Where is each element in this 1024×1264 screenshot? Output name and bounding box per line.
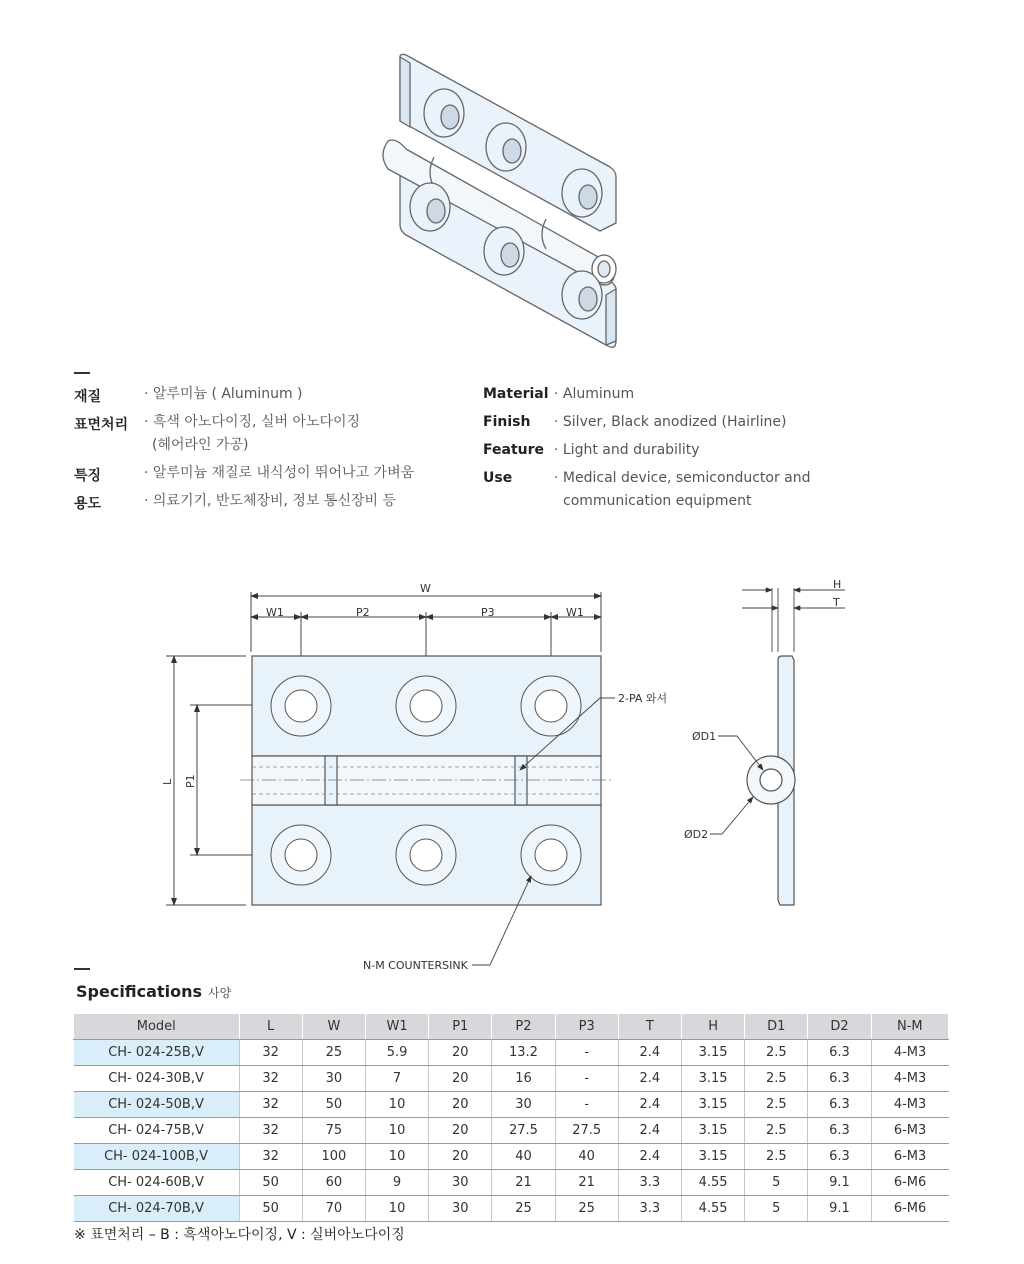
- table-cell: 6.3: [808, 1066, 871, 1092]
- table-cell: 2.5: [745, 1118, 808, 1144]
- table-cell: 3.15: [681, 1118, 744, 1144]
- callout-countersink-label: N-M COUNTERSINK: [363, 959, 468, 972]
- table-cell: 30: [429, 1196, 492, 1222]
- label-feature-en: Feature: [483, 442, 544, 458]
- column-header: H: [681, 1014, 744, 1040]
- label-finish-en: Finish: [483, 414, 531, 430]
- column-header: P2: [492, 1014, 555, 1040]
- table-header-row: [74, 1014, 949, 1040]
- value-use-en-line2: communication equipment: [563, 493, 752, 509]
- table-cell: 6-M3: [871, 1144, 948, 1170]
- model-cell: CH- 024-50B,V: [74, 1092, 240, 1118]
- table-cell: 20: [429, 1040, 492, 1066]
- model-cell: CH- 024-60B,V: [74, 1170, 240, 1196]
- table-cell: 32: [239, 1118, 302, 1144]
- table-row: [74, 1040, 949, 1066]
- table-cell: 32: [239, 1040, 302, 1066]
- table-cell: 2.5: [745, 1092, 808, 1118]
- table-cell: 25: [302, 1040, 365, 1066]
- table-cell: 10: [365, 1118, 428, 1144]
- column-header: N-M: [871, 1014, 948, 1040]
- table-cell: 20: [429, 1144, 492, 1170]
- table-cell: 9.1: [808, 1170, 871, 1196]
- model-cell: CH- 024-70B,V: [74, 1196, 240, 1222]
- table-cell: 3.3: [618, 1196, 681, 1222]
- table-cell: 21: [492, 1170, 555, 1196]
- table-cell: 6.3: [808, 1092, 871, 1118]
- table-cell: 3.15: [681, 1092, 744, 1118]
- table-cell: 25: [555, 1196, 618, 1222]
- value-material-ko: · 알루미늄 ( Aluminum ): [144, 386, 303, 402]
- side-t-label: T: [833, 596, 840, 609]
- table-cell: 6-M6: [871, 1196, 948, 1222]
- table-cell: 10: [365, 1092, 428, 1118]
- value-finish-ko: · 흑색 아노다이징, 실버 아노다이징: [144, 414, 361, 430]
- table-cell: 2.4: [618, 1118, 681, 1144]
- table-cell: 7: [365, 1066, 428, 1092]
- column-header: P3: [555, 1014, 618, 1040]
- specifications-title-en: Specifications: [76, 982, 202, 1001]
- table-cell: 5: [745, 1170, 808, 1196]
- column-header: D2: [808, 1014, 871, 1040]
- table-cell: 16: [492, 1066, 555, 1092]
- table-cell: 50: [239, 1170, 302, 1196]
- table-cell: 70: [302, 1196, 365, 1222]
- table-cell: 21: [555, 1170, 618, 1196]
- column-header: Model: [74, 1014, 240, 1040]
- dim-w1-left-label: W1: [266, 606, 284, 619]
- table-cell: 10: [365, 1144, 428, 1170]
- table-cell: 3.15: [681, 1144, 744, 1170]
- column-header: W1: [365, 1014, 428, 1040]
- section-divider: [74, 372, 90, 374]
- label-feature-ko: 특징: [74, 468, 102, 484]
- label-finish-ko: 표면처리: [74, 417, 129, 433]
- table-cell: 60: [302, 1170, 365, 1196]
- table-cell: -: [555, 1040, 618, 1066]
- table-cell: 6-M3: [871, 1118, 948, 1144]
- label-use-ko: 용도: [74, 496, 102, 512]
- table-cell: 20: [429, 1066, 492, 1092]
- table-cell: 20: [429, 1092, 492, 1118]
- side-d2-label: ØD2: [684, 828, 709, 841]
- table-cell: 20: [429, 1118, 492, 1144]
- table-cell: 2.4: [618, 1092, 681, 1118]
- table-cell: 3.15: [681, 1066, 744, 1092]
- column-header: L: [239, 1014, 302, 1040]
- table-cell: 3.3: [618, 1170, 681, 1196]
- table-cell: 2.5: [745, 1066, 808, 1092]
- table-cell: 75: [302, 1118, 365, 1144]
- dim-w-label: W: [420, 582, 431, 595]
- table-cell: 2.4: [618, 1144, 681, 1170]
- value-finish-ko-line2: (헤어라인 가공): [152, 437, 249, 453]
- table-cell: 2.5: [745, 1040, 808, 1066]
- value-feature-en: · Light and durability: [554, 442, 700, 458]
- section-divider: [74, 968, 90, 970]
- table-cell: 100: [302, 1144, 365, 1170]
- table-cell: 4.55: [681, 1196, 744, 1222]
- table-cell: 32: [239, 1066, 302, 1092]
- table-cell: 30: [429, 1170, 492, 1196]
- table-cell: 4-M3: [871, 1040, 948, 1066]
- column-header: P1: [429, 1014, 492, 1040]
- table-cell: -: [555, 1066, 618, 1092]
- model-cell: CH- 024-25B,V: [74, 1040, 240, 1066]
- table-cell: 9: [365, 1170, 428, 1196]
- table-cell: 6-M6: [871, 1170, 948, 1196]
- value-use-en: · Medical device, semiconductor and: [554, 470, 811, 486]
- dim-p2-label: P2: [356, 606, 370, 619]
- table-cell: 4-M3: [871, 1092, 948, 1118]
- table-cell: 6.3: [808, 1040, 871, 1066]
- specifications-title-ko: 사양: [207, 986, 232, 1000]
- model-cell: CH- 024-75B,V: [74, 1118, 240, 1144]
- model-cell: CH- 024-30B,V: [74, 1066, 240, 1092]
- table-cell: 27.5: [555, 1118, 618, 1144]
- side-h-label: H: [833, 578, 842, 591]
- table-row: [74, 1196, 949, 1222]
- table-cell: 13.2: [492, 1040, 555, 1066]
- dim-w1-right-label: W1: [566, 606, 584, 619]
- table-cell: 50: [302, 1092, 365, 1118]
- table-cell: 32: [239, 1144, 302, 1170]
- value-feature-ko: · 알루미늄 재질로 내식성이 뛰어나고 가벼움: [144, 465, 415, 481]
- label-material-ko: 재질: [74, 389, 102, 405]
- table-cell: 40: [492, 1144, 555, 1170]
- column-header: D1: [745, 1014, 808, 1040]
- table-cell: 30: [302, 1066, 365, 1092]
- dim-p1-label: P1: [184, 774, 197, 788]
- table-cell: 27.5: [492, 1118, 555, 1144]
- side-d1-label: ØD1: [692, 730, 717, 743]
- table-row: [74, 1144, 949, 1170]
- value-material-en: · Aluminum: [554, 386, 635, 402]
- table-row: [74, 1092, 949, 1118]
- technical-drawing: [0, 570, 1024, 980]
- table-cell: 50: [239, 1196, 302, 1222]
- table-cell: 2.5: [745, 1144, 808, 1170]
- table-cell: 40: [555, 1144, 618, 1170]
- table-cell: -: [555, 1092, 618, 1118]
- table-cell: 4-M3: [871, 1066, 948, 1092]
- table-cell: 3.15: [681, 1040, 744, 1066]
- column-header: T: [618, 1014, 681, 1040]
- callout-pa-label: 2-PA 와셔: [618, 692, 668, 705]
- table-cell: 4.55: [681, 1170, 744, 1196]
- model-cell: CH- 024-100B,V: [74, 1144, 240, 1170]
- label-material-en: Material: [483, 386, 549, 402]
- table-cell: 10: [365, 1196, 428, 1222]
- table-cell: 5: [745, 1196, 808, 1222]
- table-cell: 2.4: [618, 1040, 681, 1066]
- surface-treatment-note: ※ 표면처리 – B : 흑색아노다이징, V : 실버아노다이징: [74, 1227, 405, 1243]
- table-cell: 6.3: [808, 1144, 871, 1170]
- table-row: [74, 1066, 949, 1092]
- table-cell: 9.1: [808, 1196, 871, 1222]
- table-cell: 6.3: [808, 1118, 871, 1144]
- table-cell: 2.4: [618, 1066, 681, 1092]
- hinge-isometric-illustration: [370, 45, 630, 365]
- value-finish-en: · Silver, Black anodized (Hairline): [554, 414, 787, 430]
- dim-p3-label: P3: [481, 606, 495, 619]
- table-row: [74, 1118, 949, 1144]
- table-cell: 30: [492, 1092, 555, 1118]
- value-use-ko: · 의료기기, 반도체장비, 정보 통신장비 등: [144, 493, 396, 509]
- table-cell: 25: [492, 1196, 555, 1222]
- table-row: [74, 1170, 949, 1196]
- label-use-en: Use: [483, 470, 513, 486]
- specifications-title: [76, 982, 231, 1001]
- table-cell: 5.9: [365, 1040, 428, 1066]
- specifications-table: [73, 1013, 949, 1222]
- column-header: W: [302, 1014, 365, 1040]
- table-cell: 32: [239, 1092, 302, 1118]
- dim-l-label: L: [161, 778, 174, 785]
